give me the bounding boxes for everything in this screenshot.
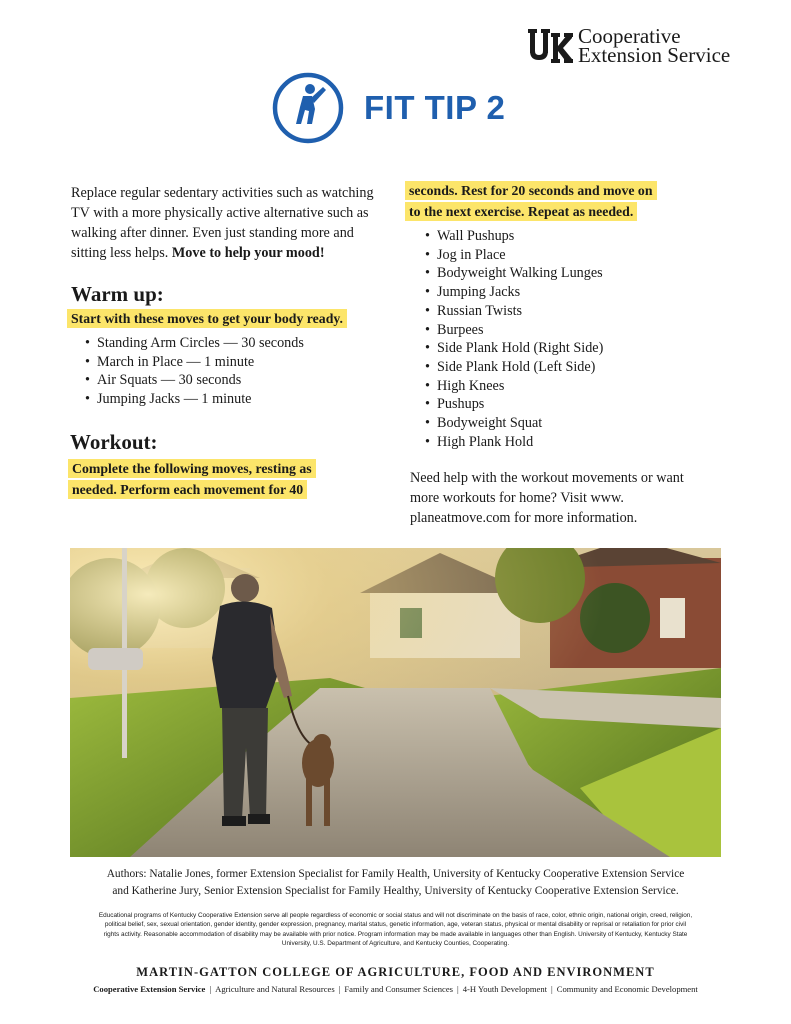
list-item: • Side Plank Hold (Right Side) (425, 339, 603, 358)
page-header (272, 72, 505, 144)
footer-separator: | (551, 984, 553, 994)
warmup-list (85, 334, 304, 409)
help-paragraph: Need help with the workout movements or want more workouts for home? Visit www. planeatmove.com for more information. (410, 470, 684, 526)
photo-man-walking-dog (70, 548, 721, 857)
workout-highlight-line: needed. Perform each movement for 40 (68, 480, 307, 499)
college-name: MARTIN-GATTON COLLEGE OF AGRICULTURE, FOOD AND ENVIRONMENT (136, 965, 655, 979)
person-exercise-icon (272, 72, 344, 144)
workout-highlight-block-2 (405, 180, 657, 222)
list-item: • Side Plank Hold (Left Side) (425, 358, 603, 377)
intro-bold-text: Move to help your mood! (171, 245, 325, 261)
intro-text: Replace regular sedentary activities such as watching TV with a more physically active alternative such as walking after dinner. Even just standing more and sitting less helps. (71, 185, 374, 261)
footer-units (50, 984, 741, 994)
page-title: FIT TIP 2 (364, 89, 506, 126)
authors (70, 866, 721, 900)
footer-separator: | (457, 984, 459, 994)
logo-line-1: Cooperative (578, 24, 681, 48)
list-item: • Wall Pushups (425, 227, 603, 246)
list-item: • Jog in Place (425, 246, 603, 265)
footer-separator: | (338, 984, 341, 994)
photo-illustration (70, 548, 721, 857)
workout-highlight-block-1 (68, 458, 316, 500)
footer-unit: Family and Consumer Sciences (344, 984, 454, 994)
authors-line-1: Authors: Natalie Jones, former Extension Specialist for Family Health, University of Kentucky Cooperative Extension Service (106, 868, 685, 880)
list-item: • Jumping Jacks — 1 minute (85, 390, 304, 409)
footer-unit: 4-H Youth Development (462, 984, 548, 994)
workout-list (425, 227, 603, 451)
list-item: • Jumping Jacks (425, 283, 603, 302)
list-item: • Air Squats — 30 seconds (85, 371, 304, 390)
intro-paragraph (71, 183, 391, 263)
uk-extension-logo (527, 25, 730, 67)
list-item: • Burpees (425, 321, 603, 340)
footer-unit: Community and Economic Development (556, 984, 698, 994)
logo-line-2: Extension Service (578, 43, 731, 67)
list-item: • Standing Arm Circles — 30 seconds (85, 334, 304, 353)
workout-highlight-line: Complete the following moves, resting as (68, 459, 316, 478)
workout-highlight-line: seconds. Rest for 20 seconds and move on (405, 181, 657, 200)
warmup-highlight-block (67, 309, 347, 329)
authors-line-2: and Katherine Jury, Senior Extension Specialist for Family Healthy, University of Kentucky Cooperative Extension Service. (112, 885, 679, 897)
footer-unit: Agriculture and Natural Resources (215, 984, 335, 994)
list-item: • Pushups (425, 395, 603, 414)
legal-statement: Educational programs of Kentucky Cooperative Extension serve all people regardless of economic or social status and will not discriminate on the basis of race, color, ethnic origin, national origin, creed, religion, political belief, sex, sexual orientation, gender identity, gender expression, pregnancy, marital status, genetic information, age, veteran status, physical or mental disability or reprisal or retaliation for prior civil rights activity. Reasonable accommodation of disability may be available with prior notice. Program information may be made available in languages other than English. University of Kentucky, Kentucky State University, U.S. Department of Agriculture, and Kentucky Counties, Cooperating. (98, 912, 693, 948)
warmup-highlight: Start with these moves to get your body ready. (67, 309, 347, 328)
workout-highlight-line: to the next exercise. Repeat as needed. (405, 202, 637, 221)
list-item: • Russian Twists (425, 302, 603, 321)
footer-separator: | (209, 984, 212, 994)
list-item: • High Knees (425, 377, 603, 396)
warmup-heading: Warm up: (71, 282, 164, 306)
uk-logo-mark-icon (527, 27, 573, 65)
list-item: • March in Place — 1 minute (85, 353, 304, 372)
list-item: • High Plank Hold (425, 433, 603, 452)
logo-wordmark (578, 24, 731, 67)
workout-heading: Workout: (70, 430, 158, 454)
list-item: • Bodyweight Walking Lunges (425, 264, 603, 283)
footer-unit: Cooperative Extension Service (93, 984, 206, 994)
list-item: • Bodyweight Squat (425, 414, 603, 433)
